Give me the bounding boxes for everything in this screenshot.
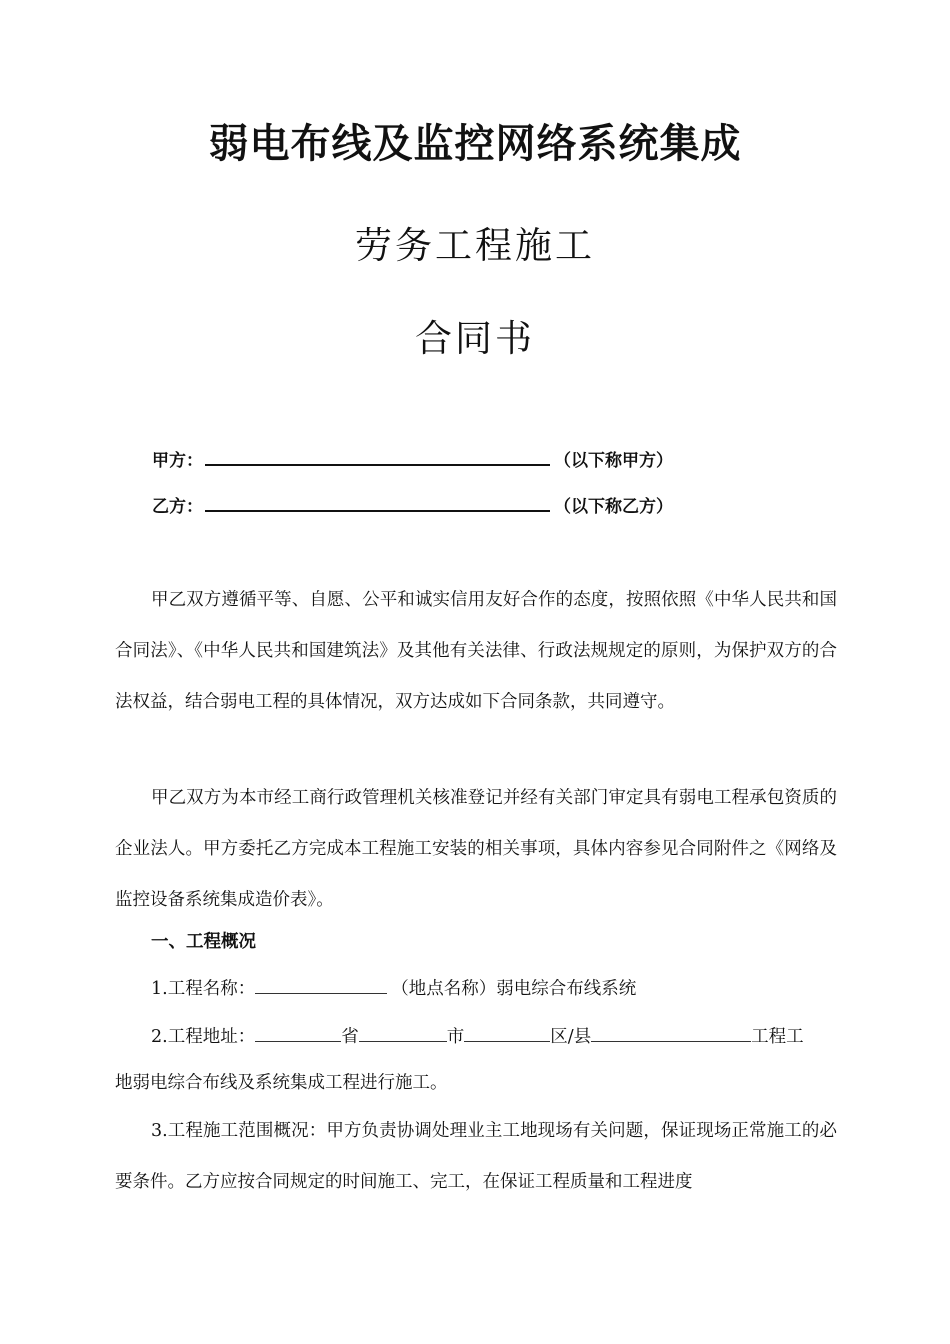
site-label: 工程工 <box>751 1027 804 1047</box>
intro-paragraph: 甲乙双方遵循平等、自愿、公平和诚实信用友好合作的态度，按照依照《中华人民共和国合同法》、《中华人民共和国建筑法》及其他有关法律、行政法规规定的原则，为保护双方的合法权益，结合弱电工程的具体情况，双方达成如下合同条款，共同遵守。 <box>115 590 837 712</box>
city-label: 市 <box>446 1027 465 1047</box>
party-a-suffix: （以下称甲方） <box>554 451 673 471</box>
party-a-blank <box>205 446 550 466</box>
document-heading-contract: 合同书 <box>415 317 535 360</box>
party-a-line <box>152 446 673 472</box>
document-title: 弱电布线及监控网络系统集成 <box>208 120 742 167</box>
district-label: 区/县 <box>550 1027 592 1047</box>
construction-scope-paragraph: 3.工程施工范围概况：甲方负责协调处理业主工地现场有关问题，保证现场正常施工的必要条件。乙方应按合同规定的时间施工、完工，在保证工程质量和工程进度 <box>115 1121 837 1192</box>
party-a-label: 甲方： <box>152 451 203 471</box>
project-name-row <box>151 975 636 1002</box>
party-b-line <box>152 492 673 518</box>
party-b-suffix: （以下称乙方） <box>554 497 673 517</box>
project-address-row <box>151 1023 804 1050</box>
party-b-label: 乙方： <box>152 497 203 517</box>
project-name-label: 1.工程名称： <box>151 979 256 999</box>
province-label: 省 <box>341 1027 359 1047</box>
city-blank <box>359 1023 447 1042</box>
project-address-label: 2.工程地址： <box>151 1027 256 1047</box>
province-blank <box>255 1023 341 1042</box>
qualification-paragraph: 甲乙双方为本市经工商行政管理机关核准登记并经有关部门审定具有弱电工程承包资质的企业法人。甲方委托乙方完成本工程施工安装的相关事项，具体内容参见合同附件之《网络及监控设备系统集成造价表》。 <box>115 788 837 910</box>
section-heading-project-overview: 一、工程概况 <box>151 932 256 952</box>
site-blank <box>591 1023 751 1042</box>
project-address-continuation: 地弱电综合布线及系统集成工程进行施工。 <box>115 1073 448 1093</box>
project-name-suffix: （地点名称）弱电综合布线系统 <box>391 979 637 999</box>
project-name-blank <box>255 975 387 994</box>
party-b-blank <box>205 492 550 512</box>
district-blank <box>464 1023 550 1042</box>
document-subtitle: 劳务工程施工 <box>355 224 595 267</box>
